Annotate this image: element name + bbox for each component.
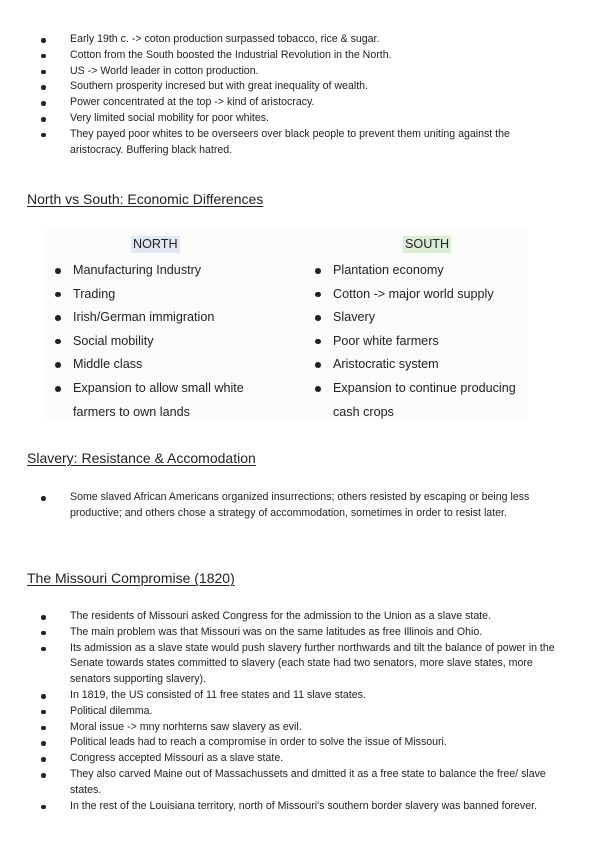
south-list bbox=[305, 259, 545, 424]
list-item: Expansion to allow small white farmers to own lands bbox=[45, 377, 285, 424]
list-item: US -> World leader in cotton production. bbox=[0, 64, 600, 80]
list-item: Plantation economy bbox=[305, 259, 545, 283]
list-item: Power concentrated at the top -> kind of aristocracy. bbox=[0, 95, 600, 111]
list-item: Some slaved African Americans organized insurrections; others resisted by escaping or being less productive; and others chose a strategy of accommodation, sometimes in order to resist later. bbox=[0, 490, 600, 522]
south-column-title: SOUTH bbox=[405, 237, 450, 251]
section-heading-missouri-compromise: The Missouri Compromise (1820) bbox=[27, 570, 235, 586]
list-item: The residents of Missouri asked Congress for the admission to the Union as a slave state. bbox=[0, 609, 600, 625]
list-item: Early 19th c. -> coton production surpassed tobacco, rice & sugar. bbox=[0, 32, 600, 48]
list-item: Political dilemma. bbox=[0, 704, 600, 720]
list-item: Expansion to continue producing cash crops bbox=[305, 377, 545, 424]
comparison-table bbox=[45, 228, 528, 420]
list-item: Political leads had to reach a compromise in order to solve the issue of Missouri. bbox=[0, 735, 600, 751]
north-column-title: NORTH bbox=[133, 237, 178, 251]
list-item: Middle class bbox=[45, 353, 285, 377]
list-item: Its admission as a slave state would push slavery further northwards and tilt the balance of power in the Senate towards states committed to slavery (each state had two senators, more slave states, more senators supporting slavery). bbox=[0, 641, 600, 688]
list-item: Trading bbox=[45, 283, 285, 307]
list-item: Slavery bbox=[305, 306, 545, 330]
list-item: Cotton -> major world supply bbox=[305, 283, 545, 307]
list-item: They also carved Maine out of Massachussets and dmitted it as a free state to balance the free/ slave states. bbox=[0, 767, 600, 799]
list-item: In the rest of the Louisiana territory, north of Missouri's southern border slavery was banned forever. bbox=[0, 799, 600, 815]
section-heading-slavery: Slavery: Resistance & Accomodation bbox=[27, 450, 256, 466]
list-item: Poor white farmers bbox=[305, 330, 545, 354]
list-item: The main problem was that Missouri was on the same latitudes as free Illinois and Ohio. bbox=[0, 625, 600, 641]
list-item: Social mobility bbox=[45, 330, 285, 354]
list-item: They payed poor whites to be overseers over black people to prevent them uniting against the aristocracy. Buffering black hatred. bbox=[0, 127, 600, 159]
list-item: Irish/German immigration bbox=[45, 306, 285, 330]
list-item: In 1819, the US consisted of 11 free states and 11 slave states. bbox=[0, 688, 600, 704]
slavery-list bbox=[0, 490, 600, 522]
list-item: Southern prosperity incresed but with great inequality of wealth. bbox=[0, 79, 600, 95]
list-item: Congress accepted Missouri as a slave state. bbox=[0, 751, 600, 767]
list-item: Moral issue -> mny norhterns saw slavery as evil. bbox=[0, 720, 600, 736]
section-heading-economic-differences: North vs South: Economic Differences bbox=[27, 191, 264, 207]
list-item: Very limited social mobility for poor whites. bbox=[0, 111, 600, 127]
list-item: Manufacturing Industry bbox=[45, 259, 285, 283]
list-item: Cotton from the South boosted the Industrial Revolution in the North. bbox=[0, 48, 600, 64]
intro-list bbox=[0, 32, 600, 158]
north-list bbox=[45, 259, 285, 424]
missouri-list bbox=[0, 609, 600, 814]
list-item: Aristocratic system bbox=[305, 353, 545, 377]
